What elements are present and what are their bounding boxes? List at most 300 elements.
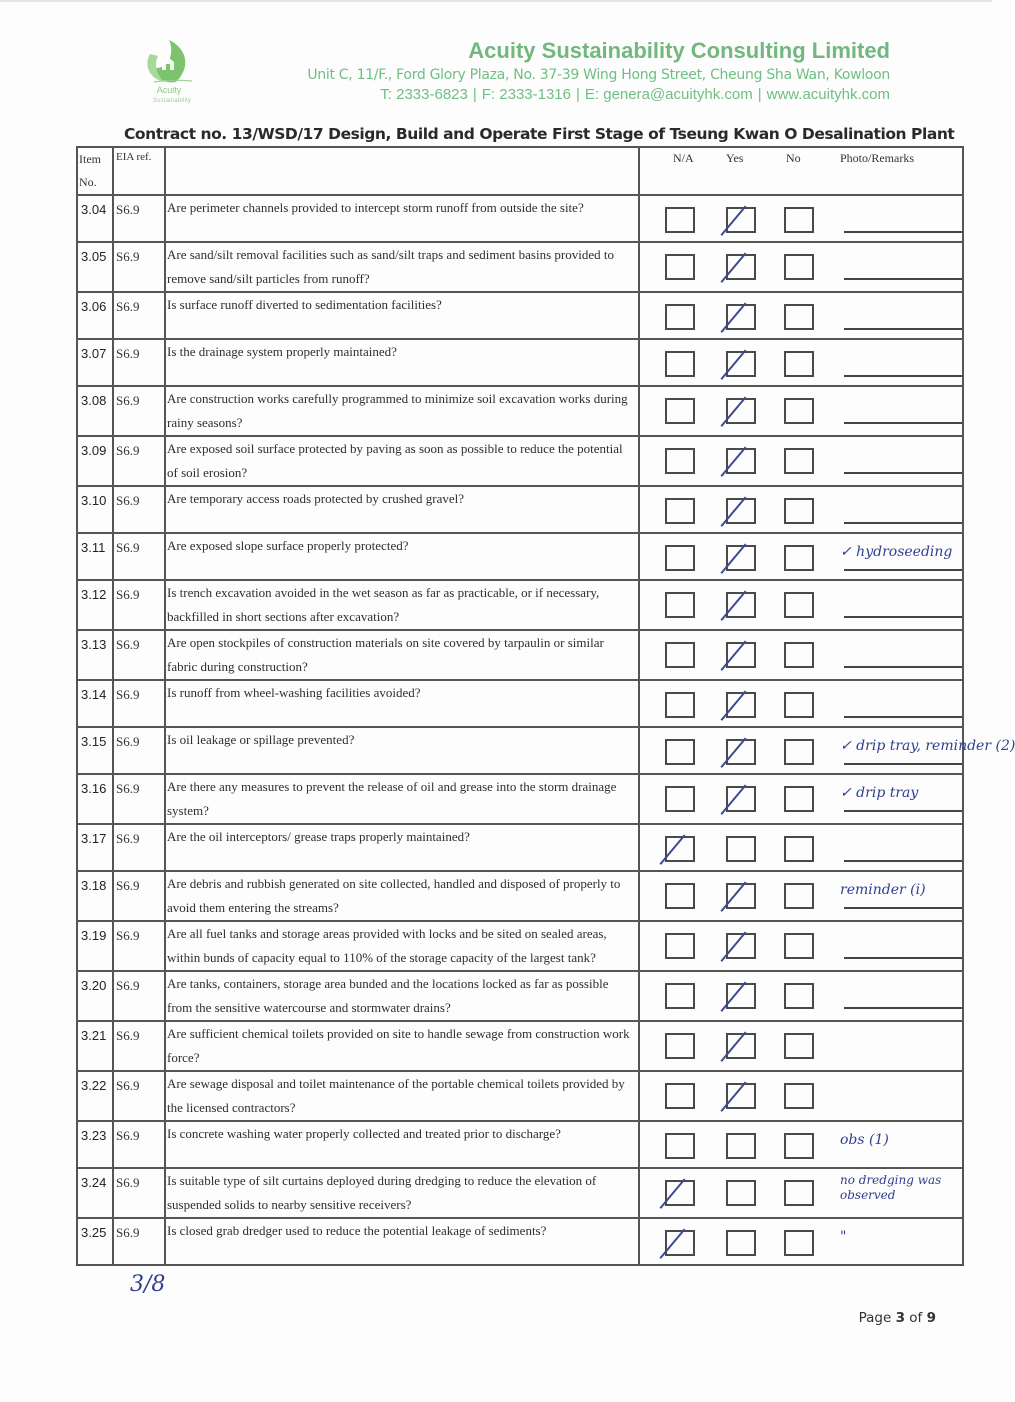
checkbox-no[interactable] bbox=[784, 1133, 814, 1159]
checkbox-yes[interactable] bbox=[726, 1133, 756, 1159]
item-number: 3.04 bbox=[81, 202, 107, 217]
eia-cell bbox=[113, 195, 165, 242]
item-cell bbox=[77, 1071, 113, 1121]
eia-ref: S6.9 bbox=[116, 493, 140, 508]
eia-ref: S6.9 bbox=[116, 540, 140, 555]
table-row bbox=[77, 921, 963, 971]
eia-cell bbox=[113, 386, 165, 436]
tick-mark-icon bbox=[720, 303, 749, 336]
email: E: genera@acuityhk.com bbox=[584, 86, 753, 103]
eia-cell bbox=[113, 921, 165, 971]
question-text: Is concrete washing water properly collected and treated prior to discharge? bbox=[167, 1126, 561, 1141]
tick-mark-icon bbox=[720, 591, 749, 624]
item-number: 3.09 bbox=[81, 443, 107, 458]
question-cell bbox=[165, 436, 639, 486]
eia-ref: S6.9 bbox=[116, 202, 140, 217]
table-row bbox=[77, 386, 963, 436]
checkbox-na[interactable] bbox=[665, 1230, 695, 1256]
remark-line bbox=[844, 666, 962, 668]
item-cell bbox=[77, 774, 113, 824]
item-number: 3.08 bbox=[81, 393, 107, 408]
question-cell bbox=[165, 580, 639, 630]
remark-line bbox=[844, 616, 962, 618]
remark-text[interactable]: obs (1) bbox=[840, 1132, 889, 1148]
question-text: Is closed grab dredger used to reduce the potential leakage of sediments? bbox=[167, 1223, 547, 1238]
table-row bbox=[77, 242, 963, 292]
item-number: 3.23 bbox=[81, 1128, 107, 1143]
answer-cell bbox=[639, 680, 963, 727]
item-cell bbox=[77, 871, 113, 921]
header-no: No bbox=[786, 151, 801, 165]
question-text: Are construction works carefully programmed to minimize soil excavation works during rainy seasons? bbox=[167, 391, 628, 430]
item-number: 3.24 bbox=[81, 1175, 107, 1190]
item-cell bbox=[77, 533, 113, 580]
question-cell bbox=[165, 386, 639, 436]
item-number: 3.16 bbox=[81, 781, 107, 796]
eia-cell bbox=[113, 630, 165, 680]
checkbox-no[interactable] bbox=[784, 1033, 814, 1059]
table-row bbox=[77, 971, 963, 1021]
separator: | bbox=[576, 86, 580, 103]
page-number: Page 3 of 9 bbox=[858, 1310, 936, 1326]
header-yes: Yes bbox=[726, 151, 744, 165]
answer-cell bbox=[639, 774, 963, 824]
question-text: Are debris and rubbish generated on site collected, handled and disposed of properly to avoid them entering the streams? bbox=[167, 876, 621, 915]
phone: T: 2333-6823 bbox=[380, 86, 468, 103]
item-number: 3.11 bbox=[81, 540, 106, 555]
checkbox-no[interactable] bbox=[784, 883, 814, 909]
eia-ref: S6.9 bbox=[116, 734, 140, 749]
remark-line bbox=[844, 763, 962, 765]
remark-text[interactable]: ✓ drip tray, reminder (2) bbox=[840, 738, 1015, 754]
eia-cell bbox=[113, 1121, 165, 1168]
checkbox-no[interactable] bbox=[784, 448, 814, 474]
question-cell bbox=[165, 774, 639, 824]
remark-text[interactable]: reminder (i) bbox=[840, 882, 926, 898]
eia-cell bbox=[113, 971, 165, 1021]
item-number: 3.07 bbox=[81, 346, 107, 361]
checkbox-na[interactable] bbox=[665, 398, 695, 424]
item-cell bbox=[77, 1121, 113, 1168]
checkbox-no[interactable] bbox=[784, 592, 814, 618]
question-cell bbox=[165, 195, 639, 242]
item-cell bbox=[77, 1168, 113, 1218]
question-text: Are sand/silt removal facilities such as sand/silt traps and sediment basins provided to remove sand/silt particles from runoff? bbox=[167, 247, 614, 286]
remark-line bbox=[844, 957, 962, 959]
eia-cell bbox=[113, 1168, 165, 1218]
tick-mark-icon bbox=[720, 641, 749, 674]
table-row bbox=[77, 1071, 963, 1121]
item-number: 3.22 bbox=[81, 1078, 107, 1093]
eia-ref: S6.9 bbox=[116, 443, 140, 458]
checkbox-na[interactable] bbox=[665, 1033, 695, 1059]
item-number: 3.18 bbox=[81, 878, 107, 893]
item-cell bbox=[77, 630, 113, 680]
remark-line bbox=[844, 860, 962, 862]
question-text: Are all fuel tanks and storage areas provided with locks and be sited on sealed areas, within bunds of capacity equal to 110% of the storage capacity of the largest tank? bbox=[167, 926, 607, 965]
answer-cell bbox=[639, 533, 963, 580]
company-logo bbox=[136, 38, 208, 114]
eia-cell bbox=[113, 1218, 165, 1265]
tick-mark-icon bbox=[720, 882, 749, 915]
remark-text[interactable]: ✓ drip tray bbox=[840, 785, 919, 801]
checkbox-yes[interactable] bbox=[726, 883, 756, 909]
question-cell bbox=[165, 824, 639, 871]
question-text: Are sewage disposal and toilet maintenance of the portable chemical toilets provided by the licensed contractors? bbox=[167, 1076, 625, 1115]
item-number: 3.19 bbox=[81, 928, 107, 943]
question-cell bbox=[165, 871, 639, 921]
tick-mark-icon bbox=[720, 447, 749, 480]
checkbox-yes[interactable] bbox=[726, 692, 756, 718]
question-text: Are exposed soil surface protected by paving as soon as possible to reduce the potential of soil erosion? bbox=[167, 441, 623, 480]
question-cell bbox=[165, 971, 639, 1021]
question-cell bbox=[165, 533, 639, 580]
checkbox-yes[interactable] bbox=[726, 545, 756, 571]
question-text: Are tanks, containers, storage area bunded and the locations locked as far as possible from the sensitive watercourse and stormwater drains? bbox=[167, 976, 609, 1015]
table-row bbox=[77, 630, 963, 680]
checkbox-yes[interactable] bbox=[726, 836, 756, 862]
table-row bbox=[77, 1021, 963, 1071]
tick-mark-icon bbox=[720, 785, 749, 818]
item-cell bbox=[77, 436, 113, 486]
tick-mark-icon bbox=[720, 691, 749, 724]
question-cell bbox=[165, 1218, 639, 1265]
website: www.acuityhk.com bbox=[766, 86, 890, 103]
tick-mark-icon bbox=[720, 1032, 749, 1065]
eia-ref: S6.9 bbox=[116, 687, 140, 702]
eia-ref: S6.9 bbox=[116, 346, 140, 361]
tick-mark-icon bbox=[720, 350, 749, 383]
checkbox-yes[interactable] bbox=[726, 642, 756, 668]
checkbox-yes[interactable] bbox=[726, 739, 756, 765]
leaf-house-logo-icon bbox=[136, 38, 202, 86]
remark-line bbox=[844, 375, 962, 377]
checkbox-no[interactable] bbox=[784, 1180, 814, 1206]
table-row bbox=[77, 486, 963, 533]
checkbox-yes[interactable] bbox=[726, 1230, 756, 1256]
answer-cell bbox=[639, 1121, 963, 1168]
tick-mark-icon bbox=[659, 1229, 688, 1262]
question-cell bbox=[165, 242, 639, 292]
question-cell bbox=[165, 727, 639, 774]
tick-mark-icon bbox=[720, 397, 749, 430]
eia-ref: S6.9 bbox=[116, 299, 140, 314]
checkbox-yes[interactable] bbox=[726, 592, 756, 618]
checkbox-yes[interactable] bbox=[726, 1180, 756, 1206]
checkbox-yes[interactable] bbox=[726, 304, 756, 330]
checkbox-no[interactable] bbox=[784, 1230, 814, 1256]
item-number: 3.14 bbox=[81, 687, 107, 702]
item-cell bbox=[77, 680, 113, 727]
checkbox-no[interactable] bbox=[784, 983, 814, 1009]
answer-cell bbox=[639, 195, 963, 242]
eia-cell bbox=[113, 436, 165, 486]
item-number: 3.17 bbox=[81, 831, 107, 846]
checkbox-no[interactable] bbox=[784, 739, 814, 765]
logo-name: Acuity bbox=[156, 85, 182, 95]
checkbox-no[interactable] bbox=[784, 351, 814, 377]
eia-cell bbox=[113, 727, 165, 774]
eia-cell bbox=[113, 824, 165, 871]
remark-line bbox=[844, 1007, 962, 1009]
question-text: Are open stockpiles of construction materials on site covered by tarpaulin or similar fabric during construction? bbox=[167, 635, 604, 674]
answer-cell bbox=[639, 824, 963, 871]
answer-cell bbox=[639, 486, 963, 533]
checkbox-no[interactable] bbox=[784, 254, 814, 280]
remark-line bbox=[844, 569, 962, 571]
item-cell bbox=[77, 1218, 113, 1265]
header-question bbox=[165, 147, 639, 195]
remark-line bbox=[844, 810, 962, 812]
checkbox-no[interactable] bbox=[784, 692, 814, 718]
question-cell bbox=[165, 1168, 639, 1218]
eia-ref: S6.9 bbox=[116, 637, 140, 652]
table-row bbox=[77, 1121, 963, 1168]
logo-subtitle: Sustainability bbox=[152, 98, 192, 104]
checkbox-no[interactable] bbox=[784, 836, 814, 862]
eia-ref: S6.9 bbox=[116, 1225, 140, 1240]
eia-ref: S6.9 bbox=[116, 1028, 140, 1043]
eia-cell bbox=[113, 1071, 165, 1121]
checkbox-no[interactable] bbox=[784, 786, 814, 812]
answer-cell bbox=[639, 292, 963, 339]
eia-ref: S6.9 bbox=[116, 878, 140, 893]
remark-line bbox=[844, 716, 962, 718]
table-row bbox=[77, 824, 963, 871]
answer-cell bbox=[639, 921, 963, 971]
question-text: Is suitable type of silt curtains deployed during dredging to reduce the elevation of suspended solids to nearby sensitive receivers? bbox=[167, 1173, 597, 1212]
question-text: Is surface runoff diverted to sedimentation facilities? bbox=[167, 297, 442, 312]
item-number: 3.05 bbox=[81, 249, 107, 264]
eia-cell bbox=[113, 1021, 165, 1071]
item-number: 3.06 bbox=[81, 299, 107, 314]
header-item-no: Item No. bbox=[77, 147, 113, 195]
question-text: Are perimeter channels provided to intercept storm runoff from outside the site? bbox=[167, 200, 584, 215]
eia-cell bbox=[113, 580, 165, 630]
item-cell bbox=[77, 727, 113, 774]
checkbox-yes[interactable] bbox=[726, 983, 756, 1009]
checkbox-yes[interactable] bbox=[726, 207, 756, 233]
answer-cell bbox=[639, 630, 963, 680]
eia-ref: S6.9 bbox=[116, 781, 140, 796]
checkbox-yes[interactable] bbox=[726, 1033, 756, 1059]
checkbox-yes[interactable] bbox=[726, 933, 756, 959]
checkbox-na[interactable] bbox=[665, 1180, 695, 1206]
separator: | bbox=[472, 86, 477, 103]
company-address: Unit C, 11/F., Ford Glory Plaza, No. 37-39 Wing Hong Street, Cheung Sha Wan, Kowloon bbox=[307, 67, 890, 83]
eia-cell bbox=[113, 339, 165, 386]
checkbox-no[interactable] bbox=[784, 398, 814, 424]
tick-mark-icon bbox=[720, 544, 749, 577]
checkbox-na[interactable] bbox=[665, 351, 695, 377]
answer-cell bbox=[639, 339, 963, 386]
table-row bbox=[77, 1218, 963, 1265]
remark-text[interactable]: " bbox=[840, 1229, 847, 1245]
item-cell bbox=[77, 486, 113, 533]
checkbox-na[interactable] bbox=[665, 786, 695, 812]
checkbox-na[interactable] bbox=[665, 692, 695, 718]
tick-mark-icon bbox=[720, 253, 749, 286]
answer-cell bbox=[639, 242, 963, 292]
checkbox-yes[interactable] bbox=[726, 1083, 756, 1109]
item-cell bbox=[77, 292, 113, 339]
header-eia-ref: EIA ref. bbox=[113, 147, 165, 195]
answer-cell bbox=[639, 436, 963, 486]
table-row bbox=[77, 339, 963, 386]
remark-line bbox=[844, 278, 962, 280]
scan-edge bbox=[0, 0, 992, 2]
eia-cell bbox=[113, 871, 165, 921]
question-text: Are temporary access roads protected by crushed gravel? bbox=[167, 491, 465, 506]
header-answers bbox=[639, 147, 963, 195]
checkbox-no[interactable] bbox=[784, 498, 814, 524]
checkbox-na[interactable] bbox=[665, 883, 695, 909]
item-cell bbox=[77, 386, 113, 436]
item-number: 3.20 bbox=[81, 978, 107, 993]
item-cell bbox=[77, 195, 113, 242]
header-na: N/A bbox=[673, 151, 694, 165]
tick-mark-icon bbox=[720, 738, 749, 771]
question-text: Is the drainage system properly maintained? bbox=[167, 344, 397, 359]
answer-cell bbox=[639, 971, 963, 1021]
tick-mark-icon bbox=[720, 1082, 749, 1115]
checkbox-no[interactable] bbox=[784, 304, 814, 330]
checkbox-na[interactable] bbox=[665, 933, 695, 959]
table-row bbox=[77, 1168, 963, 1218]
item-cell bbox=[77, 242, 113, 292]
table-header-row bbox=[77, 147, 963, 195]
table-row bbox=[77, 727, 963, 774]
checkbox-yes[interactable] bbox=[726, 351, 756, 377]
item-number: 3.21 bbox=[81, 1028, 107, 1043]
eia-ref: S6.9 bbox=[116, 393, 140, 408]
remark-line bbox=[844, 328, 962, 330]
eia-cell bbox=[113, 292, 165, 339]
question-cell bbox=[165, 292, 639, 339]
checkbox-na[interactable] bbox=[665, 304, 695, 330]
eia-ref: S6.9 bbox=[116, 1175, 140, 1190]
remark-text[interactable]: no dredging was observed bbox=[840, 1173, 942, 1202]
question-text: Are exposed slope surface properly protected? bbox=[167, 538, 409, 553]
item-cell bbox=[77, 1021, 113, 1071]
eia-ref: S6.9 bbox=[116, 978, 140, 993]
question-text: Are the oil interceptors/ grease traps properly maintained? bbox=[167, 829, 470, 844]
item-number: 3.13 bbox=[81, 637, 107, 652]
tick-mark-icon bbox=[720, 206, 749, 239]
question-cell bbox=[165, 1121, 639, 1168]
remark-line bbox=[844, 472, 962, 474]
eia-ref: S6.9 bbox=[116, 831, 140, 846]
item-cell bbox=[77, 824, 113, 871]
question-text: Are sufficient chemical toilets provided on site to handle sewage from construction work force? bbox=[167, 1026, 630, 1065]
checkbox-na[interactable] bbox=[665, 1133, 695, 1159]
company-name: Acuity Sustainability Consulting Limited bbox=[468, 38, 890, 63]
checkbox-na[interactable] bbox=[665, 836, 695, 862]
header-remarks: Photo/Remarks bbox=[840, 151, 914, 165]
table-row bbox=[77, 533, 963, 580]
tick-mark-icon bbox=[720, 932, 749, 965]
table-row bbox=[77, 680, 963, 727]
question-cell bbox=[165, 1071, 639, 1121]
question-cell bbox=[165, 486, 639, 533]
checkbox-yes[interactable] bbox=[726, 448, 756, 474]
remark-line bbox=[844, 422, 962, 424]
checkbox-no[interactable] bbox=[784, 545, 814, 571]
table-row bbox=[77, 292, 963, 339]
item-cell bbox=[77, 971, 113, 1021]
question-cell bbox=[165, 921, 639, 971]
answer-cell bbox=[639, 1168, 963, 1218]
table-row bbox=[77, 774, 963, 824]
answer-cell bbox=[639, 386, 963, 436]
tick-mark-icon bbox=[720, 497, 749, 530]
remark-line bbox=[844, 231, 962, 233]
checkbox-no[interactable] bbox=[784, 1083, 814, 1109]
question-cell bbox=[165, 339, 639, 386]
item-cell bbox=[77, 580, 113, 630]
answer-cell bbox=[639, 1218, 963, 1265]
item-number: 3.25 bbox=[81, 1225, 107, 1240]
answer-cell bbox=[639, 871, 963, 921]
item-number: 3.12 bbox=[81, 587, 107, 602]
question-text: Is trench excavation avoided in the wet season as far as practicable, or if necessary, backfilled in short sections after excavation? bbox=[167, 585, 600, 624]
remark-text[interactable]: ✓ hydroseeding bbox=[840, 544, 953, 560]
contract-title: Contract no. 13/WSD/17 Design, Build and Operate First Stage of Tseung Kwan O Desalination Plant bbox=[124, 125, 955, 143]
answer-cell bbox=[639, 1071, 963, 1121]
eia-cell bbox=[113, 533, 165, 580]
item-number: 3.15 bbox=[81, 734, 107, 749]
company-contact bbox=[380, 86, 890, 103]
fax: F: 2333-1316 bbox=[481, 86, 571, 103]
question-text: Is runoff from wheel-washing facilities avoided? bbox=[167, 685, 421, 700]
checkbox-no[interactable] bbox=[784, 642, 814, 668]
checkbox-na[interactable] bbox=[665, 739, 695, 765]
eia-ref: S6.9 bbox=[116, 249, 140, 264]
checkbox-yes[interactable] bbox=[726, 786, 756, 812]
checkbox-yes[interactable] bbox=[726, 254, 756, 280]
answer-cell bbox=[639, 580, 963, 630]
handwritten-date: 3/8 bbox=[130, 1272, 166, 1297]
checkbox-na[interactable] bbox=[665, 498, 695, 524]
checkbox-no[interactable] bbox=[784, 933, 814, 959]
answer-cell bbox=[639, 1021, 963, 1071]
eia-cell bbox=[113, 680, 165, 727]
tick-mark-icon bbox=[659, 835, 688, 868]
table-row bbox=[77, 436, 963, 486]
item-number: 3.10 bbox=[81, 493, 107, 508]
checkbox-na[interactable] bbox=[665, 207, 695, 233]
eia-ref: S6.9 bbox=[116, 1078, 140, 1093]
separator: | bbox=[757, 86, 762, 103]
checkbox-na[interactable] bbox=[665, 1083, 695, 1109]
checkbox-na[interactable] bbox=[665, 983, 695, 1009]
checkbox-yes[interactable] bbox=[726, 498, 756, 524]
remark-line bbox=[844, 522, 962, 524]
checkbox-na[interactable] bbox=[665, 254, 695, 280]
checkbox-na[interactable] bbox=[665, 642, 695, 668]
checkbox-yes[interactable] bbox=[726, 398, 756, 424]
checkbox-na[interactable] bbox=[665, 592, 695, 618]
table-row bbox=[77, 871, 963, 921]
item-cell bbox=[77, 921, 113, 971]
checkbox-no[interactable] bbox=[784, 207, 814, 233]
checkbox-na[interactable] bbox=[665, 448, 695, 474]
checkbox-na[interactable] bbox=[665, 545, 695, 571]
table-row bbox=[77, 580, 963, 630]
eia-cell bbox=[113, 774, 165, 824]
eia-ref: S6.9 bbox=[116, 928, 140, 943]
item-cell bbox=[77, 339, 113, 386]
